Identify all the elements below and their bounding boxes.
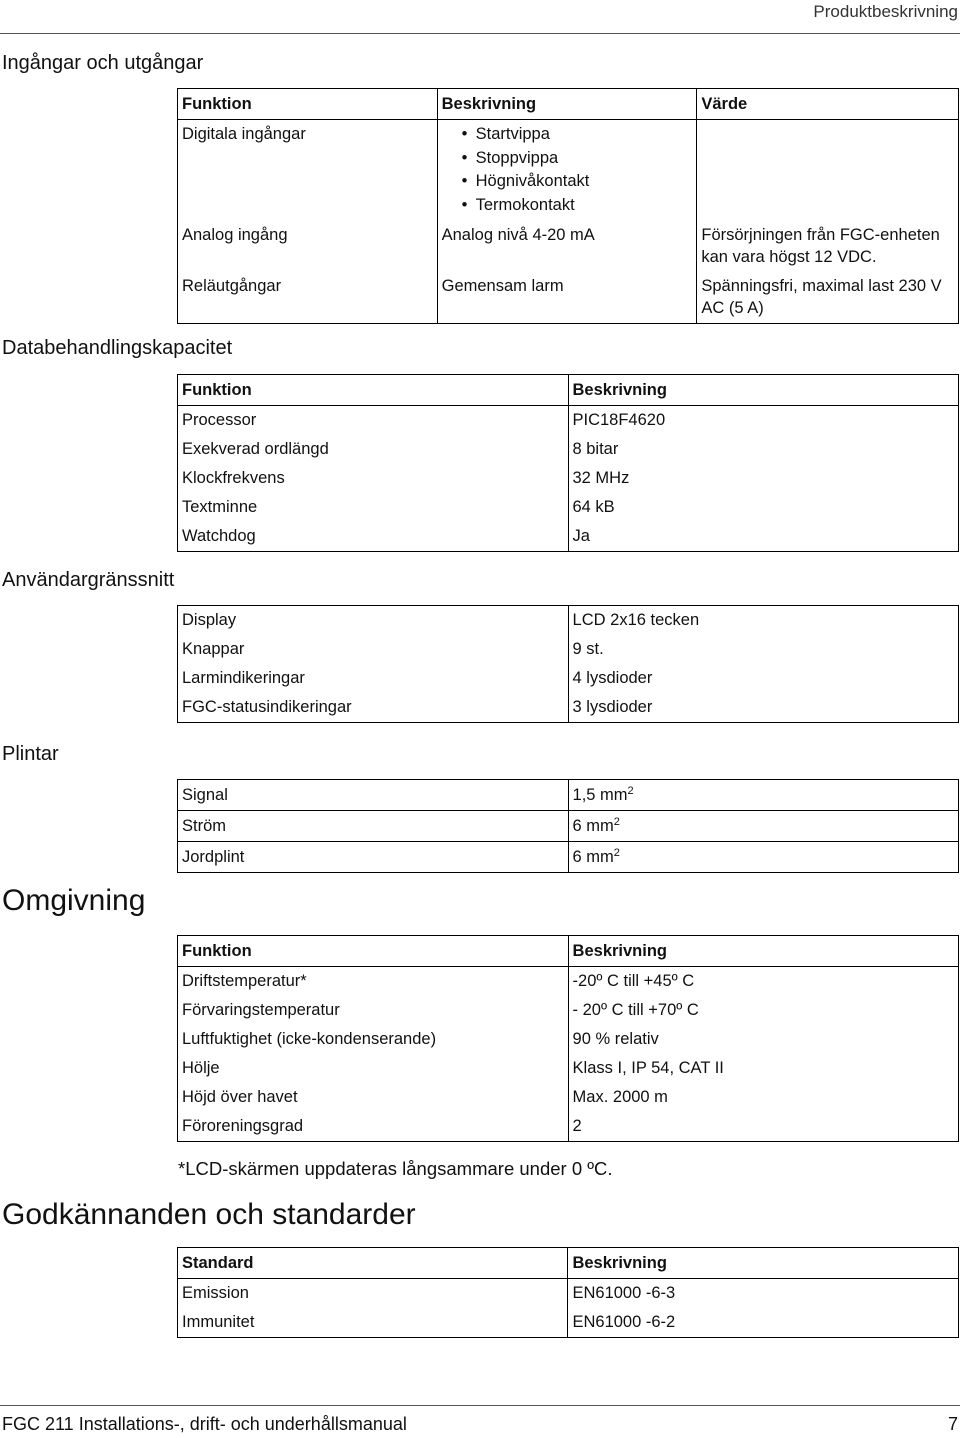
table-cell: -20º C till +45º C xyxy=(568,967,958,997)
terminal-value: 6 xyxy=(572,817,582,835)
footnote: *LCD-skärmen uppdateras långsammare under 0 ºC. xyxy=(178,1158,613,1179)
table-row xyxy=(178,435,959,464)
unit: mm xyxy=(600,786,628,804)
table-cell: Klass I, IP 54, CAT II xyxy=(568,1054,958,1083)
table-cell: Watchdog xyxy=(178,522,569,552)
footer-title: FGC 211 Installations-, drift- och underhållsmanual xyxy=(2,1414,407,1434)
table-cell: Klockfrekvens xyxy=(178,464,569,493)
column-header: Funktion xyxy=(178,89,438,120)
table-cell: Hölje xyxy=(178,1054,569,1083)
table-row xyxy=(178,522,959,552)
table-cell: Jordplint xyxy=(178,842,569,873)
environment-table xyxy=(177,935,959,1142)
table-cell: 8 bitar xyxy=(568,435,959,464)
table-cell: Ström xyxy=(178,811,569,842)
table-row xyxy=(178,221,959,272)
table-cell: Luftfuktighet (icke-kondenserande) xyxy=(178,1025,569,1054)
list-item: • Högnivåkontakt xyxy=(476,170,693,194)
table-cell: Digitala ingångar xyxy=(178,120,438,222)
table-cell: Signal xyxy=(178,780,569,811)
table-cell: Driftstemperatur* xyxy=(178,967,569,997)
bullet-list xyxy=(442,123,693,217)
list-item: • Startvippa xyxy=(476,123,693,147)
table-row xyxy=(178,1279,959,1309)
ui-table xyxy=(177,605,959,723)
table-cell: 4 lysdioder xyxy=(568,664,958,693)
table-row xyxy=(178,967,959,997)
table-cell: Förvaringstemperatur xyxy=(178,996,569,1025)
table-header-row xyxy=(178,1248,959,1279)
table-cell: Exekverad ordlängd xyxy=(178,435,569,464)
approvals-table xyxy=(177,1247,959,1338)
table-row xyxy=(178,493,959,522)
table-cell: Ja xyxy=(568,522,959,552)
table-cell: Immunitet xyxy=(178,1308,568,1338)
io-table xyxy=(177,88,959,324)
table-row xyxy=(178,664,959,693)
column-header: Beskrivning xyxy=(437,89,697,120)
unit-exponent: 2 xyxy=(613,847,620,859)
unit-exponent: 2 xyxy=(613,816,620,828)
table-row xyxy=(178,464,959,493)
table-cell: PIC18F4620 xyxy=(568,406,959,436)
table-cell: Reläutgångar xyxy=(178,272,438,324)
section-heading-environment: Omgivning xyxy=(2,884,146,917)
column-header: Beskrivning xyxy=(568,936,958,967)
terminals-table xyxy=(177,779,959,873)
table-cell: 2 xyxy=(568,1112,958,1142)
table-cell xyxy=(697,120,959,222)
terminal-value: 1,5 xyxy=(572,786,596,804)
table-cell: 32 MHz xyxy=(568,464,959,493)
table-row xyxy=(178,635,959,664)
table-cell: Textminne xyxy=(178,493,569,522)
table-cell: EN61000 -6-3 xyxy=(568,1279,959,1309)
table-row xyxy=(178,842,959,873)
table-cell: 3 lysdioder xyxy=(568,693,958,723)
table-cell: Max. 2000 m xyxy=(568,1083,958,1112)
column-header: Standard xyxy=(178,1248,568,1279)
section-heading-terminals: Plintar xyxy=(2,743,59,765)
table-cell: Gemensam larm xyxy=(437,272,697,324)
table-cell xyxy=(568,780,958,811)
page-number: 7 xyxy=(947,1414,958,1434)
table-cell: Analog nivå 4-20 mA xyxy=(437,221,697,272)
section-heading-ui: Användargränssnitt xyxy=(2,569,175,591)
table-cell: LCD 2x16 tecken xyxy=(568,606,958,636)
unit: mm xyxy=(586,848,614,866)
table-header-row xyxy=(178,375,959,406)
table-row xyxy=(178,406,959,436)
table-cell: Knappar xyxy=(178,635,569,664)
table-row xyxy=(178,996,959,1025)
table-cell: Emission xyxy=(178,1279,568,1309)
column-header: Funktion xyxy=(178,936,569,967)
table-cell xyxy=(568,811,958,842)
table-row xyxy=(178,780,959,811)
section-heading-io: Ingångar och utgångar xyxy=(2,52,204,74)
table-cell xyxy=(568,842,958,873)
table-cell: FGC-statusindikeringar xyxy=(178,693,569,723)
unit: mm xyxy=(586,817,614,835)
column-header: Beskrivning xyxy=(568,375,959,406)
table-cell: 64 kB xyxy=(568,493,959,522)
table-row xyxy=(178,606,959,636)
table-cell: EN61000 -6-2 xyxy=(568,1308,959,1338)
running-header: Produktbeskrivning xyxy=(813,2,958,21)
table-header-row xyxy=(178,89,959,120)
table-cell: Larmindikeringar xyxy=(178,664,569,693)
table-cell: 90 % relativ xyxy=(568,1025,958,1054)
table-cell: Höjd över havet xyxy=(178,1083,569,1112)
table-row xyxy=(178,1054,959,1083)
table-cell: Processor xyxy=(178,406,569,436)
table-cell: Display xyxy=(178,606,569,636)
footer-rule xyxy=(0,1405,960,1406)
section-heading-approvals: Godkännanden och standarder xyxy=(2,1198,416,1231)
header-rule xyxy=(0,33,960,34)
table-cell: Föroreningsgrad xyxy=(178,1112,569,1142)
table-cell: Spänningsfri, maximal last 230 V AC (5 A) xyxy=(697,272,959,324)
table-row xyxy=(178,1083,959,1112)
table-header-row xyxy=(178,936,959,967)
table-row xyxy=(178,272,959,324)
terminal-value: 6 xyxy=(572,848,582,866)
table-cell: 9 st. xyxy=(568,635,958,664)
table-cell: Analog ingång xyxy=(178,221,438,272)
column-header: Funktion xyxy=(178,375,569,406)
table-row xyxy=(178,1025,959,1054)
table-row xyxy=(178,1308,959,1338)
section-heading-processing: Databehandlingskapacitet xyxy=(2,337,233,359)
column-header: Beskrivning xyxy=(568,1248,959,1279)
table-cell xyxy=(437,120,697,222)
table-cell: Försörjningen från FGC-enheten kan vara högst 12 VDC. xyxy=(697,221,959,272)
column-header: Värde xyxy=(697,89,959,120)
table-row xyxy=(178,120,959,222)
list-item: • Termokontakt xyxy=(476,194,693,218)
list-item: • Stoppvippa xyxy=(476,147,693,171)
table-row xyxy=(178,811,959,842)
table-row xyxy=(178,1112,959,1142)
table-cell: - 20º C till +70º C xyxy=(568,996,958,1025)
processing-table xyxy=(177,374,959,552)
unit-exponent: 2 xyxy=(627,785,634,797)
table-row xyxy=(178,693,959,723)
